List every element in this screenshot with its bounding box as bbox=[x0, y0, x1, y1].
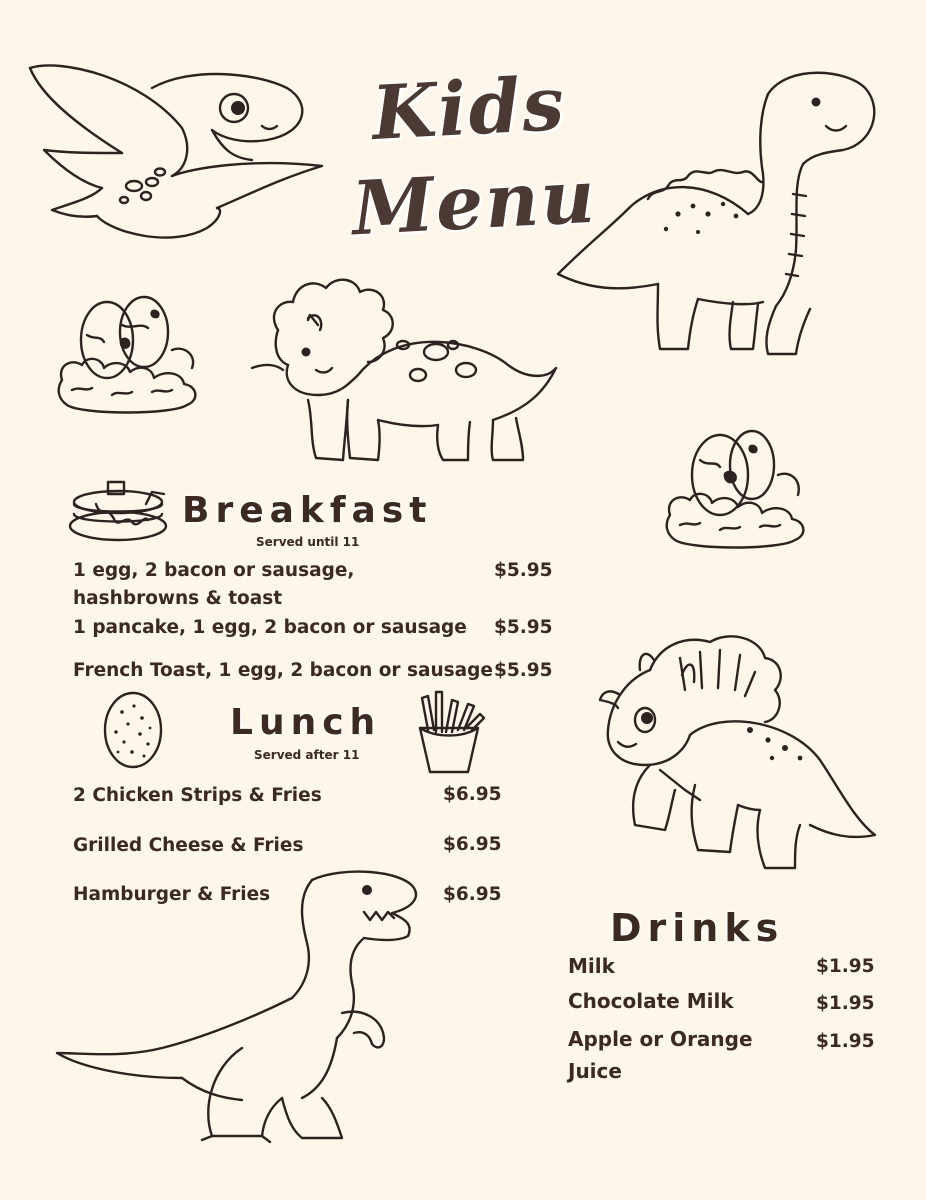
pancakes-icon bbox=[66, 474, 174, 546]
breakfast-item-price: $5.95 bbox=[494, 660, 553, 681]
menu-title-kids: Kids bbox=[369, 60, 568, 158]
breakfast-subtitle: Served until 11 bbox=[256, 535, 360, 549]
menu-title-menu: Menu bbox=[349, 153, 599, 253]
breakfast-item-name: French Toast, 1 egg, 2 bacon or sausage bbox=[73, 660, 493, 681]
trex-icon bbox=[52, 868, 427, 1148]
drinks-item-name: Apple or Orange Juice bbox=[568, 1027, 753, 1083]
drinks-item-price: $1.95 bbox=[816, 1031, 875, 1052]
brontosaurus-icon bbox=[548, 64, 888, 364]
drinks-item-name: Milk bbox=[568, 954, 615, 978]
lunch-item-price: $6.95 bbox=[443, 884, 502, 905]
lunch-title: Lunch bbox=[230, 702, 382, 743]
lunch-item-name: Hamburger & Fries bbox=[73, 884, 271, 905]
egg-nest-icon bbox=[660, 415, 810, 555]
speckled-egg-icon bbox=[102, 690, 166, 770]
triceratops-icon bbox=[590, 630, 880, 885]
drinks-item-price: $1.95 bbox=[816, 956, 875, 977]
drinks-item-name: Chocolate Milk bbox=[568, 989, 734, 1013]
triceratops-icon bbox=[248, 270, 563, 470]
lunch-item-name: Grilled Cheese & Fries bbox=[73, 835, 304, 856]
breakfast-item-name: 1 pancake, 1 egg, 2 bacon or sausage bbox=[73, 617, 467, 638]
lunch-item-price: $6.95 bbox=[443, 834, 502, 855]
lunch-item-price: $6.95 bbox=[443, 784, 502, 805]
breakfast-title: Breakfast bbox=[182, 490, 433, 531]
drinks-title: Drinks bbox=[610, 906, 785, 950]
pterodactyl-icon bbox=[22, 58, 332, 248]
drinks-item-price: $1.95 bbox=[816, 993, 875, 1014]
breakfast-item-price: $5.95 bbox=[494, 617, 553, 638]
lunch-subtitle: Served after 11 bbox=[254, 748, 360, 762]
breakfast-item-name: 1 egg, 2 bacon or sausage, hashbrowns & toast bbox=[73, 560, 355, 609]
breakfast-item-price: $5.95 bbox=[494, 560, 553, 581]
egg-nest-icon bbox=[52, 280, 202, 420]
fries-icon bbox=[414, 688, 488, 776]
lunch-item-name: 2 Chicken Strips & Fries bbox=[73, 785, 322, 806]
